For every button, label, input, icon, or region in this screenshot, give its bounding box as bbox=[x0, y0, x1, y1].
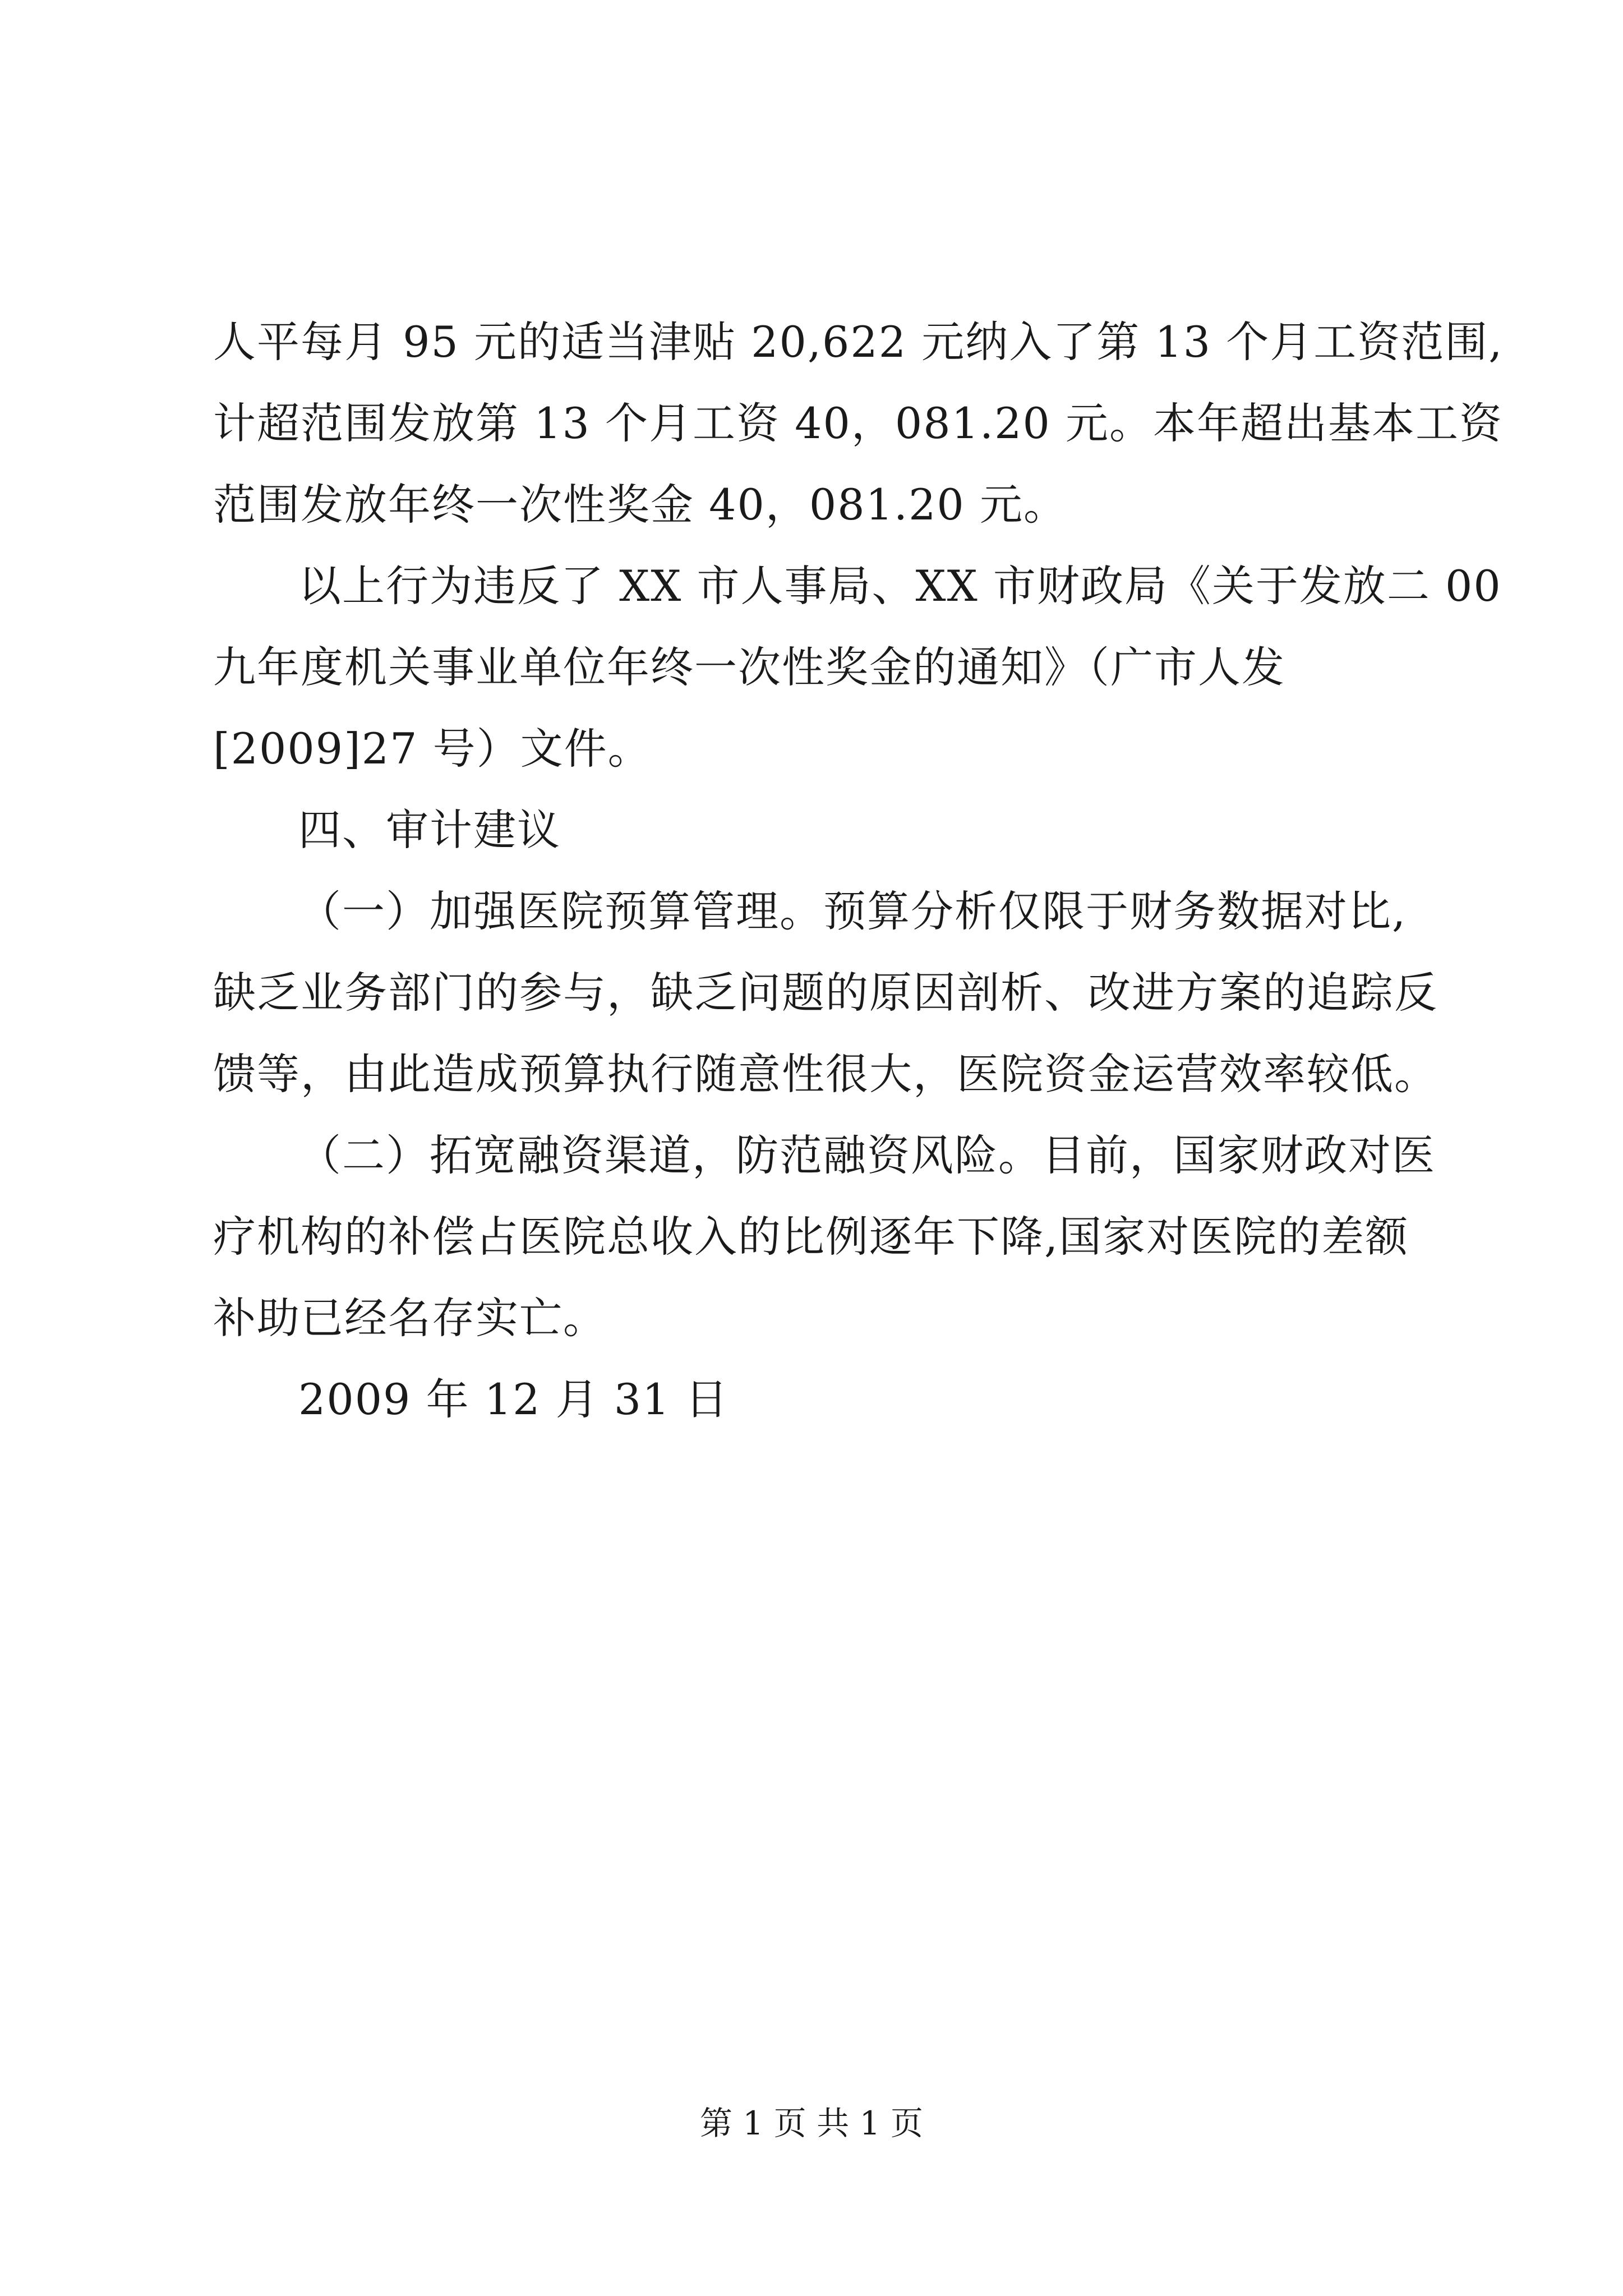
paragraph-violation-line-2: 九年度机关事业单位年终一次性奖金的通知》（广市人发 bbox=[213, 642, 1285, 692]
recommendation-2-line-2: 疗机构的补偿占医院总收入的比例逐年下降,国家对医院的差额 bbox=[213, 1212, 1409, 1262]
paragraph-violation-line-1: 以上行为违反了 XX 市人事局、XX 市财政局《关于发放二 00 bbox=[298, 561, 1502, 611]
recommendation-1-line-1: （一）加强医院预算管理。预算分析仅限于财务数据对比, bbox=[298, 886, 1407, 936]
recommendation-1-line-3: 馈等，由此造成预算执行随意性很大，医院资金运营效率较低。 bbox=[213, 1049, 1438, 1099]
page-footer: 第 1 页 共 1 页 bbox=[700, 2104, 923, 2142]
recommendation-2-line-1: （二）拓宽融资渠道，防范融资风险。目前，国家财政对医 bbox=[298, 1130, 1436, 1180]
document-date: 2009 年 12 月 31 日 bbox=[298, 1374, 729, 1424]
recommendation-1-line-2: 缺乏业务部门的参与，缺乏问题的原因剖析、改进方案的追踪反 bbox=[213, 968, 1438, 1018]
paragraph-violation-line-3: [2009]27 号）文件。 bbox=[213, 724, 652, 774]
body-line-2: 计超范围发放第 13 个月工资 40，081.20 元。本年超出基本工资 bbox=[213, 398, 1503, 448]
body-line-1: 人平每月 95 元的适当津贴 20,622 元纳入了第 13 个月工资范围, bbox=[213, 317, 1504, 367]
body-line-3: 范围发放年终一次性奖金 40，081.20 元。 bbox=[213, 480, 1067, 530]
section-heading: 四、审计建议 bbox=[298, 805, 561, 855]
recommendation-2-line-3: 补助已经名存实亡。 bbox=[213, 1293, 607, 1343]
